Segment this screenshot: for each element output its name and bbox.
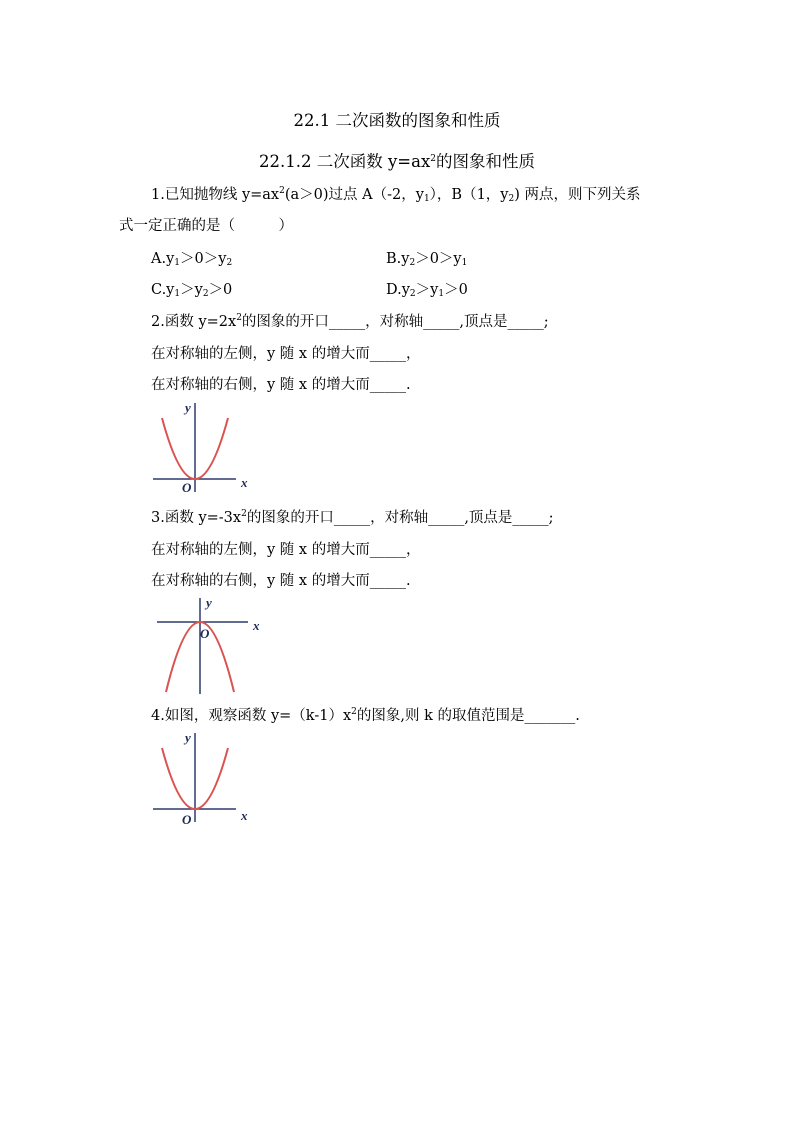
origin-label: O (200, 626, 210, 641)
y-axis-label: y (185, 730, 191, 745)
q2-line1: 2.函数 $y=2x^2$的图象的开口_____，对称轴_____,顶点是_____; (151, 313, 549, 330)
page-subtitle: 22.1.2 二次函数 $y=ax^2$的图象和性质 (259, 152, 535, 171)
q3-line3: 在对称轴的右侧，y 随 x 的增大而_____. (151, 573, 411, 589)
q3-line1: 3.函数 $y=-3x^2$的图象的开口_____，对称轴_____,顶点是_____; (151, 509, 554, 526)
x-axis-label: x (241, 808, 248, 823)
x-axis-label: x (241, 475, 248, 490)
y-axis-label: y (185, 400, 191, 415)
q1-option-a[interactable]: $A.y_1>0>y_2$ (151, 251, 233, 268)
q4-line1: 4.如图，观察函数 $y=(k-1)x^2$的图象,则 k 的取值范围是_______. (151, 707, 580, 724)
x-axis-label: x (253, 618, 260, 633)
q2-parabola-graph (148, 400, 258, 496)
q4-parabola-graph (148, 730, 258, 826)
page-title: 22.1 二次函数的图象和性质 (293, 111, 501, 130)
q2-line2: 在对称轴的左侧，y 随 x 的增大而_____， (151, 346, 421, 362)
origin-label: O (182, 480, 192, 495)
q1-line2: 式一定正确的是（ ） (119, 218, 293, 234)
q1-option-b[interactable]: $B.y_2>0>y_1$ (386, 251, 468, 268)
q1-line1: 1.已知抛物线 $y=ax^2(a>0)$过点 A（-2，$y_1$），B（1，$y_2$) 两点，则下列关系 (151, 186, 641, 204)
origin-label: O (182, 812, 192, 826)
y-axis-label: y (206, 595, 212, 610)
q3-line2: 在对称轴的左侧，y 随 x 的增大而_____， (151, 542, 421, 558)
q3-parabola-graph (150, 594, 270, 696)
q1-option-c[interactable]: $C.y_1>y_2>0$ (151, 282, 233, 299)
q1-option-d[interactable]: $D.y_2>y_1>0$ (386, 282, 468, 299)
q2-line3: 在对称轴的右侧，y 随 x 的增大而_____. (151, 377, 411, 393)
